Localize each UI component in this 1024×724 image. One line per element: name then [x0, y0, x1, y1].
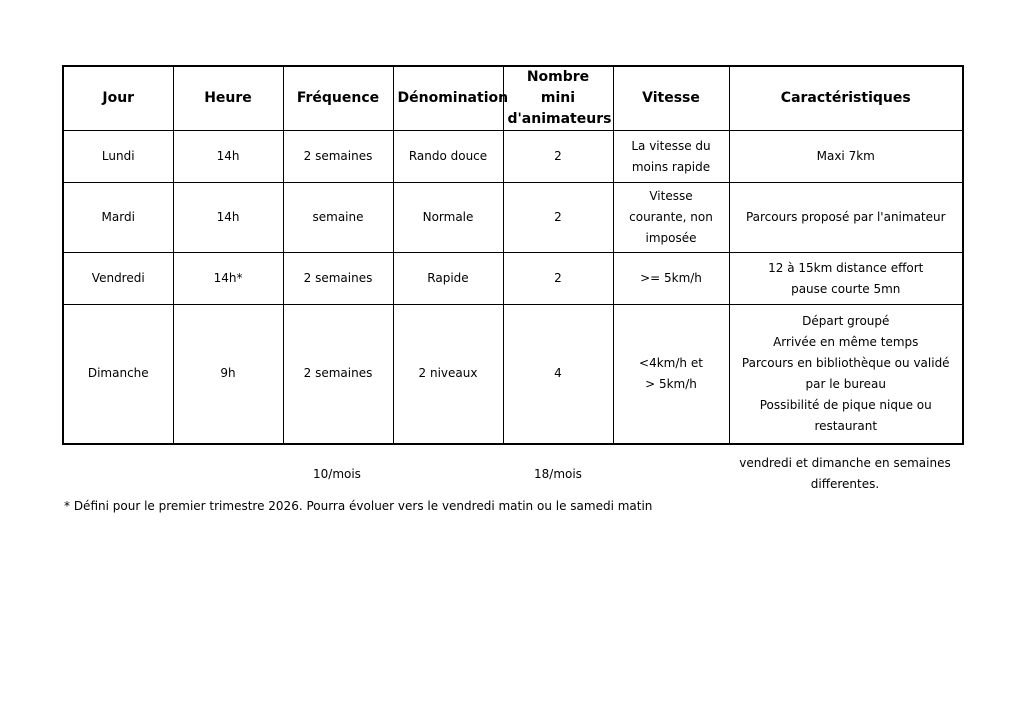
cell-denomination: 2 niveaux	[393, 305, 503, 444]
cell-denomination: Normale	[393, 183, 503, 253]
caracteristiques-line: restaurant	[814, 418, 878, 433]
vitesse-line: moins rapide	[631, 159, 711, 174]
header-nombre-line2: d'animateurs	[507, 111, 612, 127]
cell-nombre: 2	[503, 131, 613, 183]
cell-heure: 14h	[173, 131, 283, 183]
weekend-note	[728, 453, 962, 495]
cell-denomination: Rando douce	[393, 131, 503, 183]
vitesse-line: courante, non	[629, 210, 713, 224]
cell-nombre: 4	[503, 305, 613, 444]
caracteristiques-line: pause courte 5mn	[791, 281, 901, 296]
caracteristiques-line: Maxi 7km	[816, 149, 875, 163]
cell-jour: Mardi	[63, 183, 173, 253]
cell-caracteristiques	[729, 183, 963, 253]
table-row-dimanche	[63, 305, 963, 444]
header-vitesse: Vitesse	[613, 66, 729, 131]
cell-nombre: 2	[503, 253, 613, 305]
cell-caracteristiques	[729, 305, 963, 444]
header-frequence: Fréquence	[283, 66, 393, 131]
schedule-table	[62, 65, 964, 445]
cell-frequence: 2 semaines	[283, 305, 393, 444]
vitesse-line: >= 5km/h	[640, 271, 702, 285]
weekend-note-line1: vendredi et dimanche en semaines	[739, 456, 951, 470]
caracteristiques-line: par le bureau	[805, 376, 886, 391]
weekend-note-line2: differentes.	[810, 477, 880, 491]
header-caracteristiques: Caractéristiques	[729, 66, 963, 131]
caracteristiques-line: Départ groupé	[802, 313, 890, 328]
frequence-total: 10/mois	[313, 467, 361, 481]
cell-vitesse	[613, 253, 729, 305]
header-row	[63, 66, 963, 131]
caracteristiques-line: 12 à 15km distance effort	[768, 260, 924, 275]
caracteristiques-line: Parcours proposé par l'animateur	[745, 210, 946, 224]
vitesse-line: La vitesse du	[631, 138, 711, 153]
cell-jour: Dimanche	[63, 305, 173, 444]
cell-caracteristiques	[729, 131, 963, 183]
cell-heure: 14h*	[173, 253, 283, 305]
table-row-mardi	[63, 183, 963, 253]
cell-vitesse	[613, 131, 729, 183]
table-row-lundi	[63, 131, 963, 183]
cell-jour: Lundi	[63, 131, 173, 183]
cell-caracteristiques	[729, 253, 963, 305]
footnote: * Défini pour le premier trimestre 2026. Pourra évoluer vers le vendredi matin ou le samedi matin	[64, 499, 653, 513]
cell-jour: Vendredi	[63, 253, 173, 305]
cell-frequence: 2 semaines	[283, 131, 393, 183]
caracteristiques-line: Possibilité de pique nique ou	[759, 397, 932, 412]
cell-heure: 9h	[173, 305, 283, 444]
vitesse-line: <4km/h et	[639, 355, 703, 370]
animateurs-total: 18/mois	[534, 467, 582, 481]
caracteristiques-line: Parcours en bibliothèque ou validé	[741, 355, 950, 370]
cell-nombre: 2	[503, 183, 613, 253]
vitesse-line: > 5km/h	[645, 376, 697, 391]
cell-vitesse	[613, 183, 729, 253]
header-nombre-animateurs	[503, 66, 613, 131]
header-denomination: Dénomination	[393, 66, 503, 131]
cell-denomination: Rapide	[393, 253, 503, 305]
header-jour: Jour	[63, 66, 173, 131]
cell-vitesse	[613, 305, 729, 444]
vitesse-line: Vitesse	[649, 189, 693, 203]
header-heure: Heure	[173, 66, 283, 131]
table-row-vendredi	[63, 253, 963, 305]
cell-frequence: 2 semaines	[283, 253, 393, 305]
cell-heure: 14h	[173, 183, 283, 253]
caracteristiques-line: Arrivée en même temps	[773, 334, 919, 349]
header-nombre-line1: Nombre mini	[526, 69, 590, 106]
vitesse-line: imposée	[645, 231, 697, 245]
cell-frequence: semaine	[283, 183, 393, 253]
